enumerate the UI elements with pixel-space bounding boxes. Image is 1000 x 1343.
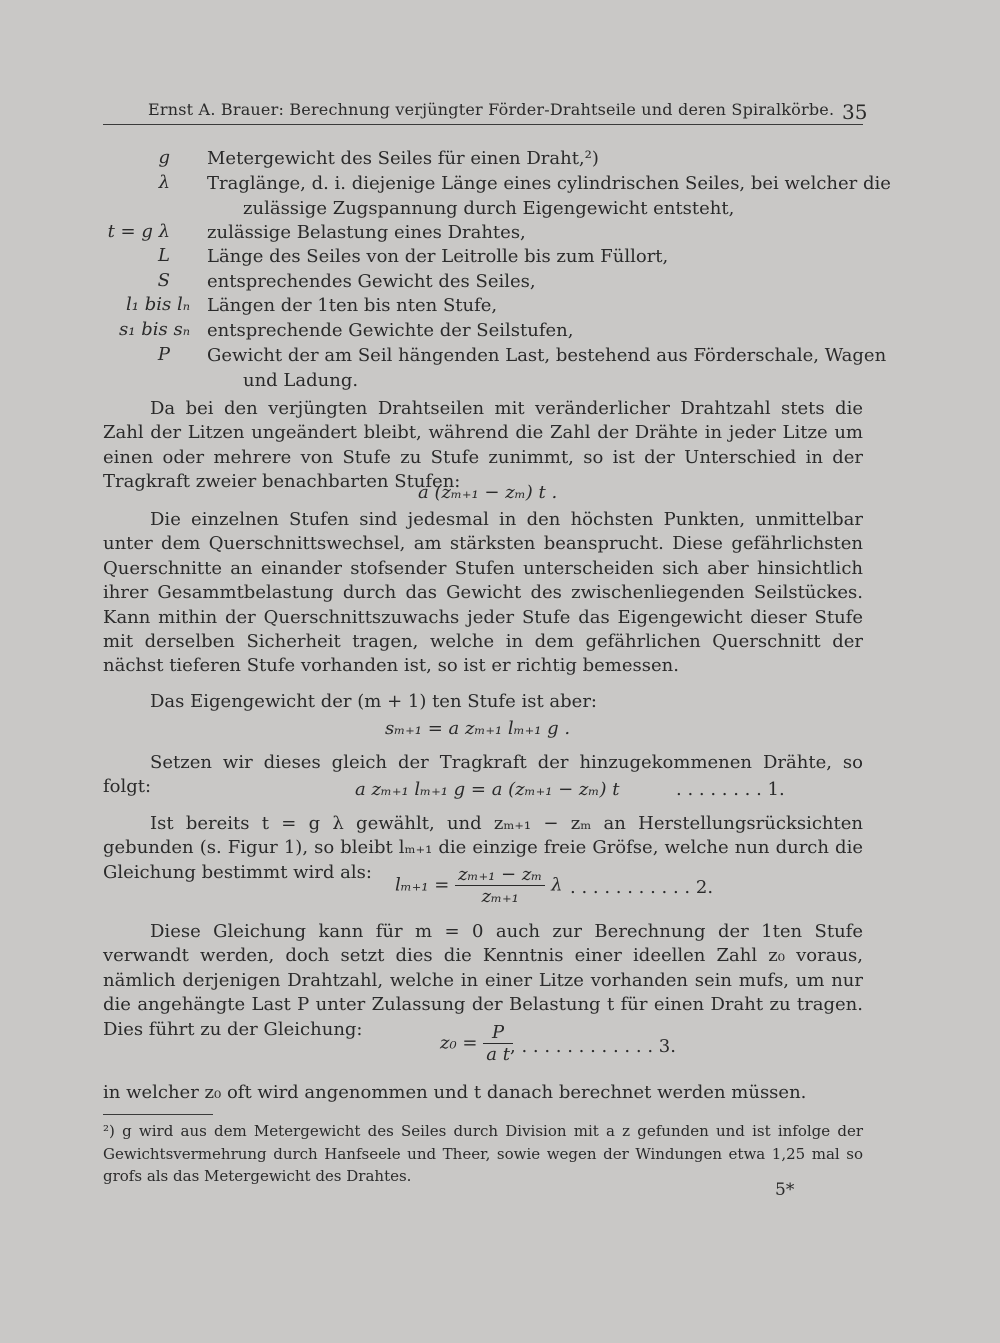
definition-symbol: g <box>158 147 170 168</box>
fraction <box>455 864 545 907</box>
definition-text: Gewicht der am Seil hängenden Last, bestehend aus Förderschale, Wagen <box>207 345 887 366</box>
running-header: Ernst A. Brauer: Berechnung verjüngter Förder-Drahtseile und deren Spiralkörbe. <box>148 100 835 119</box>
fraction-denominator: zₘ₊₁ <box>481 886 519 907</box>
definition-text: entsprechendes Gewicht des Seiles, <box>207 271 536 292</box>
fraction-numerator: zₘ₊₁ − zₘ <box>455 864 545 886</box>
equation-number: . . . . . . . . 1. <box>676 779 785 800</box>
definition-symbol: l₁ bis lₙ <box>126 294 190 315</box>
definition-text: Länge des Seiles von der Leitrolle bis zum Füllort, <box>207 246 669 267</box>
definition-symbol: L <box>158 245 170 266</box>
paragraph: Ist bereits t = g λ gewählt, und zₘ₊₁ − zₘ an Herstellungsrücksichten gebunden (s. Figur 1), so bleibt lₘ₊₁ die einzige freie Gröfse, welche nun durch die Gleichung bestimmt wird als: <box>103 813 863 883</box>
equation-2 <box>395 864 563 907</box>
header-rule <box>103 124 863 125</box>
fraction-numerator: P <box>483 1022 513 1044</box>
paragraph: Die einzelnen Stufen sind jedesmal in den höchsten Punkten, unmittelbar unter dem Querschnittswechsel, am stärksten beansprucht. Diese gefährlichsten Querschnitte an einander stofsender Stufen unterscheiden sich aber hinsichtlich ihrer Gesammtbelastung durch das Gewicht des zwischenliegenden Seilstückes. Kann mithin der Querschnittszuwachs jeder Stufe das Eigengewicht dieser Stufe mit derselben Sicherheit tragen, welche in dem gefährlichen Querschnitt der nächst tieferen Stufe vorhanden ist, so ist er richtig bemessen. <box>103 509 863 677</box>
definition-text: Längen der 1ten bis nten Stufe, <box>207 295 498 316</box>
footnote-rule <box>103 1114 213 1115</box>
equation-number: , . . . . . . . . . . . . 3. <box>510 1036 676 1057</box>
signature-mark: 5* <box>775 1180 795 1200</box>
definition-text: und Ladung. <box>243 370 359 391</box>
definition-symbol: t = g λ <box>107 221 170 242</box>
page-number: 35 <box>842 100 868 124</box>
equation-1: a zₘ₊₁ lₘ₊₁ g = a (zₘ₊₁ − zₘ) t <box>355 779 620 800</box>
paragraph: Setzen wir dieses gleich der Tragkraft der hinzugekommenen Drähte, so folgt: <box>103 752 863 798</box>
definition-text: zulässige Zugspannung durch Eigengewicht entsteht, <box>243 198 735 219</box>
definition-text: Traglänge, d. i. diejenige Länge eines cylindrischen Seiles, bei welcher die <box>207 173 891 194</box>
formula: sₘ₊₁ = a zₘ₊₁ lₘ₊₁ g . <box>385 718 571 739</box>
definition-symbol: s₁ bis sₙ <box>119 319 190 340</box>
footnote: ²) g wird aus dem Metergewicht des Seiles durch Division mit a z gefunden und ist infolge der Gewichtsvermehrung durch Hanfseele und Theer, sowie wegen der Windungen etwa 1,25 mal so grofs als das Metergewicht des Drahtes. <box>103 1122 863 1185</box>
formula: a (zₘ₊₁ − zₘ) t . <box>418 482 558 503</box>
definition-symbol: P <box>157 344 170 365</box>
fraction <box>483 1022 513 1065</box>
definition-text: entsprechende Gewichte der Seilstufen, <box>207 320 574 341</box>
paragraph: Das Eigengewicht der (m + 1) ten Stufe ist aber: <box>150 691 597 712</box>
paragraph: Diese Gleichung kann für m = 0 auch zur Berechnung der 1ten Stufe verwandt werden, doch setzt dies die Kenntnis einer ideellen Zahl z₀ voraus, nämlich derjenigen Drahtzahl, welche in einer Litze vorhanden sein mufs, um nur die angehängte Last P unter Zulassung der Belastung t für einen Draht zu tragen. Dies führt zu der Gleichung: <box>103 921 863 1040</box>
definition-text: zulässige Belastung eines Drahtes, <box>207 222 526 243</box>
definition-text: Metergewicht des Seiles für einen Draht,²) <box>207 148 599 169</box>
equation-lhs: z₀ = <box>440 1032 478 1054</box>
paragraph: in welcher z₀ oft wird angenommen und t danach berechnet werden müssen. <box>103 1082 807 1103</box>
equation-lhs: lₘ₊₁ = <box>395 874 450 896</box>
paragraph: Da bei den verjüngten Drahtseilen mit veränderlicher Drahtzahl stets die Zahl der Litzen ungeändert bleibt, während die Zahl der Drähte in jeder Litze um einen oder mehrere von Stufe zu Stufe zunimmt, so ist der Unterschied in der Tragkraft zweier benachbarten Stufen: <box>103 398 863 493</box>
equation-rhs: λ <box>551 874 563 896</box>
fraction-denominator: a t <box>486 1044 510 1065</box>
equation-3 <box>440 1022 513 1065</box>
definition-symbol: S <box>157 270 170 291</box>
definition-symbol: λ <box>158 172 170 193</box>
equation-number: . . . . . . . . . . . 2. <box>570 877 714 898</box>
